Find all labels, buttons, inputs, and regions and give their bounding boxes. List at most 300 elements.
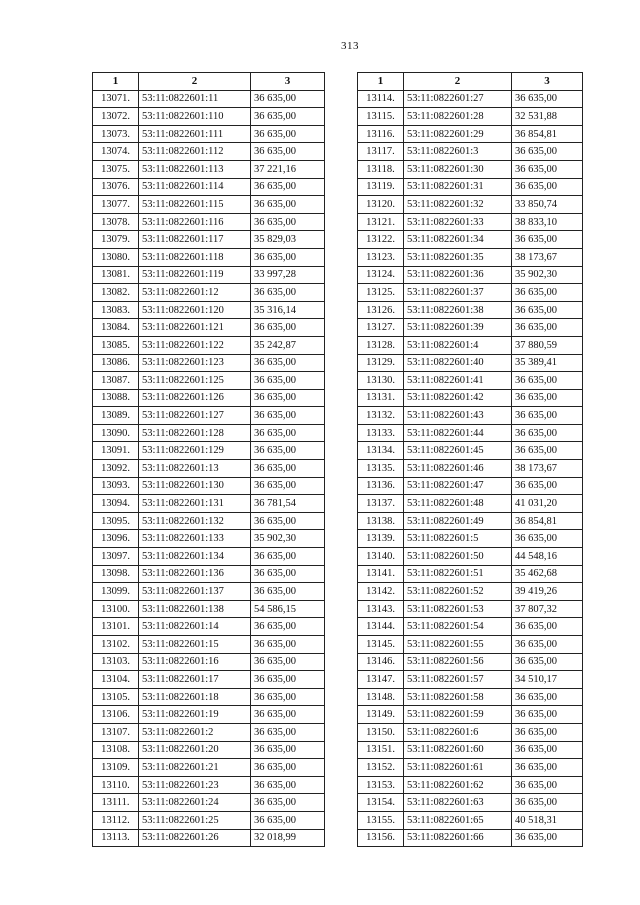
cadastral-number: 53:11:0822601:48 — [404, 495, 512, 513]
row-index: 13154. — [358, 794, 404, 812]
cadastral-value: 36 635,00 — [512, 319, 583, 337]
cadastral-value: 35 902,30 — [251, 530, 325, 548]
cadastral-value: 36 635,00 — [251, 319, 325, 337]
cadastral-number: 53:11:0822601:63 — [404, 794, 512, 812]
row-index: 13142. — [358, 583, 404, 601]
table-row — [93, 618, 325, 636]
cadastral-value: 35 242,87 — [251, 336, 325, 354]
cadastral-number: 53:11:0822601:57 — [404, 671, 512, 689]
cadastral-value: 36 635,00 — [512, 372, 583, 390]
table-row — [93, 231, 325, 249]
cadastral-number: 53:11:0822601:33 — [404, 213, 512, 231]
cadastral-value: 36 781,54 — [251, 495, 325, 513]
row-index: 13137. — [358, 495, 404, 513]
cadastral-value: 54 586,15 — [251, 600, 325, 618]
table-row — [358, 776, 583, 794]
column-header-value: 3 — [251, 73, 325, 91]
cadastral-number: 53:11:0822601:45 — [404, 442, 512, 460]
cadastral-number: 53:11:0822601:123 — [139, 354, 251, 372]
row-index: 13112. — [93, 811, 139, 829]
row-index: 13121. — [358, 213, 404, 231]
cadastral-value: 40 518,31 — [512, 811, 583, 829]
row-index: 13108. — [93, 741, 139, 759]
cadastral-number: 53:11:0822601:39 — [404, 319, 512, 337]
cadastral-value: 36 635,00 — [512, 706, 583, 724]
row-index: 13085. — [93, 336, 139, 354]
cadastral-number: 53:11:0822601:35 — [404, 248, 512, 266]
cadastral-value: 36 635,00 — [512, 618, 583, 636]
cadastral-value: 36 635,00 — [512, 178, 583, 196]
cadastral-number: 53:11:0822601:50 — [404, 548, 512, 566]
row-index: 13099. — [93, 583, 139, 601]
cadastral-value: 36 635,00 — [512, 723, 583, 741]
row-index: 13128. — [358, 336, 404, 354]
row-index: 13134. — [358, 442, 404, 460]
table-row — [358, 231, 583, 249]
table-row — [358, 706, 583, 724]
table-row — [358, 125, 583, 143]
table-row — [93, 90, 325, 108]
table-row — [358, 354, 583, 372]
cadastral-number: 53:11:0822601:20 — [139, 741, 251, 759]
row-index: 13138. — [358, 512, 404, 530]
cadastral-value: 36 635,00 — [251, 178, 325, 196]
cadastral-value: 36 635,00 — [512, 389, 583, 407]
cadastral-value: 36 635,00 — [251, 90, 325, 108]
table-row — [358, 248, 583, 266]
cadastral-value: 36 635,00 — [512, 759, 583, 777]
table-row — [358, 372, 583, 390]
cadastral-value: 36 635,00 — [251, 759, 325, 777]
cadastral-value: 36 635,00 — [512, 160, 583, 178]
table-row — [93, 143, 325, 161]
cadastral-number: 53:11:0822601:125 — [139, 372, 251, 390]
cadastral-number: 53:11:0822601:113 — [139, 160, 251, 178]
cadastral-value: 36 635,00 — [251, 213, 325, 231]
row-index: 13095. — [93, 512, 139, 530]
table-row — [93, 424, 325, 442]
row-index: 13139. — [358, 530, 404, 548]
table-row — [93, 548, 325, 566]
cadastral-number: 53:11:0822601:15 — [139, 636, 251, 654]
table-row — [358, 829, 583, 847]
table-row — [93, 636, 325, 654]
cadastral-number: 53:11:0822601:32 — [404, 196, 512, 214]
row-index: 13097. — [93, 548, 139, 566]
cadastral-number: 53:11:0822601:134 — [139, 548, 251, 566]
cadastral-value: 36 635,00 — [512, 143, 583, 161]
cadastral-value: 36 635,00 — [251, 583, 325, 601]
table-row — [358, 213, 583, 231]
cadastral-number: 53:11:0822601:117 — [139, 231, 251, 249]
table-row — [93, 671, 325, 689]
cadastral-number: 53:11:0822601:13 — [139, 460, 251, 478]
cadastral-number: 53:11:0822601:24 — [139, 794, 251, 812]
table-row — [93, 600, 325, 618]
row-index: 13110. — [93, 776, 139, 794]
cadastral-value: 35 316,14 — [251, 301, 325, 319]
table-row — [358, 284, 583, 302]
cadastral-value: 36 635,00 — [251, 653, 325, 671]
table-row — [93, 688, 325, 706]
cadastral-number: 53:11:0822601:52 — [404, 583, 512, 601]
cadastral-number: 53:11:0822601:136 — [139, 565, 251, 583]
row-index: 13125. — [358, 284, 404, 302]
cadastral-table-right — [357, 72, 583, 847]
cadastral-value: 36 854,81 — [512, 512, 583, 530]
cadastral-value: 36 635,00 — [251, 372, 325, 390]
cadastral-number: 53:11:0822601:30 — [404, 160, 512, 178]
row-index: 13084. — [93, 319, 139, 337]
row-index: 13132. — [358, 407, 404, 425]
table-row — [93, 319, 325, 337]
cadastral-value: 36 635,00 — [512, 301, 583, 319]
row-index: 13082. — [93, 284, 139, 302]
cadastral-value: 36 635,00 — [512, 90, 583, 108]
row-index: 13072. — [93, 108, 139, 126]
cadastral-number: 53:11:0822601:17 — [139, 671, 251, 689]
cadastral-value: 44 548,16 — [512, 548, 583, 566]
table-row — [93, 196, 325, 214]
table-row — [93, 266, 325, 284]
row-index: 13156. — [358, 829, 404, 847]
row-index: 13120. — [358, 196, 404, 214]
row-index: 13126. — [358, 301, 404, 319]
cadastral-value: 36 635,00 — [251, 196, 325, 214]
cadastral-number: 53:11:0822601:12 — [139, 284, 251, 302]
cadastral-number: 53:11:0822601:128 — [139, 424, 251, 442]
cadastral-value: 38 833,10 — [512, 213, 583, 231]
table-row — [93, 477, 325, 495]
table-row — [93, 512, 325, 530]
cadastral-value: 36 635,00 — [512, 741, 583, 759]
cadastral-value: 36 635,00 — [512, 442, 583, 460]
cadastral-number: 53:11:0822601:18 — [139, 688, 251, 706]
row-index: 13148. — [358, 688, 404, 706]
cadastral-number: 53:11:0822601:56 — [404, 653, 512, 671]
table-row — [358, 301, 583, 319]
table-row — [93, 372, 325, 390]
cadastral-number: 53:11:0822601:62 — [404, 776, 512, 794]
row-index: 13133. — [358, 424, 404, 442]
row-index: 13117. — [358, 143, 404, 161]
table-row — [93, 530, 325, 548]
row-index: 13092. — [93, 460, 139, 478]
row-index: 13109. — [93, 759, 139, 777]
row-index: 13141. — [358, 565, 404, 583]
row-index: 13075. — [93, 160, 139, 178]
cadastral-number: 53:11:0822601:133 — [139, 530, 251, 548]
table-row — [93, 125, 325, 143]
cadastral-number: 53:11:0822601:66 — [404, 829, 512, 847]
cadastral-value: 36 635,00 — [251, 442, 325, 460]
row-index: 13088. — [93, 389, 139, 407]
cadastral-value: 35 462,68 — [512, 565, 583, 583]
table-row — [93, 442, 325, 460]
row-index: 13090. — [93, 424, 139, 442]
cadastral-number: 53:11:0822601:40 — [404, 354, 512, 372]
cadastral-value: 36 635,00 — [512, 794, 583, 812]
row-index: 13151. — [358, 741, 404, 759]
row-index: 13135. — [358, 460, 404, 478]
column-header-cadastral-number: 2 — [404, 73, 512, 91]
table-row — [358, 811, 583, 829]
table-row — [358, 548, 583, 566]
row-index: 13073. — [93, 125, 139, 143]
cadastral-value: 37 807,32 — [512, 600, 583, 618]
table-row — [93, 794, 325, 812]
table-row — [93, 811, 325, 829]
table-row — [358, 266, 583, 284]
table-row — [358, 688, 583, 706]
cadastral-value: 36 635,00 — [251, 284, 325, 302]
row-index: 13078. — [93, 213, 139, 231]
cadastral-number: 53:11:0822601:11 — [139, 90, 251, 108]
table-row — [358, 108, 583, 126]
cadastral-number: 53:11:0822601:6 — [404, 723, 512, 741]
row-index: 13147. — [358, 671, 404, 689]
cadastral-value: 36 635,00 — [512, 407, 583, 425]
cadastral-number: 53:11:0822601:38 — [404, 301, 512, 319]
cadastral-value: 36 635,00 — [251, 565, 325, 583]
cadastral-value: 36 635,00 — [251, 424, 325, 442]
row-index: 13150. — [358, 723, 404, 741]
cadastral-number: 53:11:0822601:115 — [139, 196, 251, 214]
cadastral-number: 53:11:0822601:19 — [139, 706, 251, 724]
row-index: 13107. — [93, 723, 139, 741]
cadastral-value: 36 635,00 — [512, 530, 583, 548]
row-index: 13149. — [358, 706, 404, 724]
cadastral-value: 36 635,00 — [251, 741, 325, 759]
cadastral-value: 36 635,00 — [512, 653, 583, 671]
cadastral-number: 53:11:0822601:43 — [404, 407, 512, 425]
cadastral-number: 53:11:0822601:27 — [404, 90, 512, 108]
row-index: 13129. — [358, 354, 404, 372]
cadastral-value: 36 635,00 — [251, 389, 325, 407]
table-row — [358, 336, 583, 354]
cadastral-number: 53:11:0822601:132 — [139, 512, 251, 530]
cadastral-value: 34 510,17 — [512, 671, 583, 689]
cadastral-value: 32 531,88 — [512, 108, 583, 126]
cadastral-value: 36 635,00 — [512, 776, 583, 794]
row-index: 13153. — [358, 776, 404, 794]
table-row — [93, 389, 325, 407]
cadastral-value: 33 997,28 — [251, 266, 325, 284]
cadastral-value: 36 635,00 — [251, 688, 325, 706]
table-row — [93, 653, 325, 671]
cadastral-number: 53:11:0822601:127 — [139, 407, 251, 425]
table-row — [358, 618, 583, 636]
cadastral-value: 36 635,00 — [251, 723, 325, 741]
row-index: 13152. — [358, 759, 404, 777]
cadastral-number: 53:11:0822601:31 — [404, 178, 512, 196]
row-index: 13083. — [93, 301, 139, 319]
cadastral-number: 53:11:0822601:51 — [404, 565, 512, 583]
row-index: 13080. — [93, 248, 139, 266]
table-row — [93, 460, 325, 478]
cadastral-number: 53:11:0822601:16 — [139, 653, 251, 671]
table-row — [358, 90, 583, 108]
row-index: 13081. — [93, 266, 139, 284]
cadastral-value: 37 221,16 — [251, 160, 325, 178]
cadastral-value: 36 635,00 — [251, 794, 325, 812]
cadastral-value: 36 635,00 — [512, 284, 583, 302]
cadastral-number: 53:11:0822601:25 — [139, 811, 251, 829]
row-index: 13077. — [93, 196, 139, 214]
table-row — [358, 723, 583, 741]
table-row — [358, 442, 583, 460]
table-row — [93, 301, 325, 319]
cadastral-number: 53:11:0822601:118 — [139, 248, 251, 266]
row-index: 13105. — [93, 688, 139, 706]
cadastral-value: 36 635,00 — [251, 108, 325, 126]
row-index: 13119. — [358, 178, 404, 196]
row-index: 13127. — [358, 319, 404, 337]
cadastral-number: 53:11:0822601:42 — [404, 389, 512, 407]
cadastral-value: 33 850,74 — [512, 196, 583, 214]
table-row — [358, 495, 583, 513]
cadastral-number: 53:11:0822601:116 — [139, 213, 251, 231]
cadastral-value: 36 635,00 — [251, 460, 325, 478]
row-index: 13144. — [358, 618, 404, 636]
row-index: 13116. — [358, 125, 404, 143]
cadastral-value: 36 635,00 — [251, 143, 325, 161]
table-row — [93, 284, 325, 302]
table-row — [93, 583, 325, 601]
column-header-index: 1 — [358, 73, 404, 91]
row-index: 13076. — [93, 178, 139, 196]
row-index: 13115. — [358, 108, 404, 126]
table-row — [358, 178, 583, 196]
row-index: 13087. — [93, 372, 139, 390]
cadastral-number: 53:11:0822601:119 — [139, 266, 251, 284]
cadastral-number: 53:11:0822601:65 — [404, 811, 512, 829]
row-index: 13111. — [93, 794, 139, 812]
row-index: 13093. — [93, 477, 139, 495]
table-row — [93, 407, 325, 425]
cadastral-number: 53:11:0822601:41 — [404, 372, 512, 390]
cadastral-number: 53:11:0822601:138 — [139, 600, 251, 618]
table-row — [358, 530, 583, 548]
table-row — [93, 336, 325, 354]
column-header-value: 3 — [512, 73, 583, 91]
cadastral-value: 36 635,00 — [251, 125, 325, 143]
row-index: 13071. — [93, 90, 139, 108]
table-row — [358, 424, 583, 442]
table-row — [358, 460, 583, 478]
row-index: 13102. — [93, 636, 139, 654]
row-index: 13100. — [93, 600, 139, 618]
table-row — [93, 495, 325, 513]
cadastral-value: 35 902,30 — [512, 266, 583, 284]
cadastral-value: 36 635,00 — [251, 407, 325, 425]
table-row — [358, 143, 583, 161]
row-index: 13130. — [358, 372, 404, 390]
cadastral-number: 53:11:0822601:36 — [404, 266, 512, 284]
row-index: 13096. — [93, 530, 139, 548]
row-index: 13140. — [358, 548, 404, 566]
cadastral-value: 41 031,20 — [512, 495, 583, 513]
cadastral-number: 53:11:0822601:54 — [404, 618, 512, 636]
row-index: 13124. — [358, 266, 404, 284]
table-row — [358, 741, 583, 759]
cadastral-number: 53:11:0822601:2 — [139, 723, 251, 741]
cadastral-value: 36 635,00 — [512, 424, 583, 442]
cadastral-value: 35 389,41 — [512, 354, 583, 372]
cadastral-value: 36 635,00 — [251, 776, 325, 794]
table-row — [93, 248, 325, 266]
cadastral-number: 53:11:0822601:37 — [404, 284, 512, 302]
cadastral-number: 53:11:0822601:130 — [139, 477, 251, 495]
table-row — [93, 565, 325, 583]
table-row — [93, 759, 325, 777]
cadastral-number: 53:11:0822601:111 — [139, 125, 251, 143]
cadastral-value: 36 635,00 — [512, 477, 583, 495]
cadastral-value: 36 635,00 — [251, 636, 325, 654]
column-header-cadastral-number: 2 — [139, 73, 251, 91]
row-index: 13103. — [93, 653, 139, 671]
cadastral-table-left — [92, 72, 325, 847]
cadastral-value: 36 635,00 — [512, 688, 583, 706]
table-row — [358, 565, 583, 583]
row-index: 13113. — [93, 829, 139, 847]
table-row — [358, 583, 583, 601]
cadastral-number: 53:11:0822601:34 — [404, 231, 512, 249]
table-row — [358, 671, 583, 689]
cadastral-value: 36 635,00 — [251, 548, 325, 566]
table-row — [358, 759, 583, 777]
table-row — [93, 723, 325, 741]
cadastral-number: 53:11:0822601:4 — [404, 336, 512, 354]
cadastral-number: 53:11:0822601:61 — [404, 759, 512, 777]
row-index: 13123. — [358, 248, 404, 266]
row-index: 13146. — [358, 653, 404, 671]
cadastral-value: 36 635,00 — [251, 706, 325, 724]
row-index: 13101. — [93, 618, 139, 636]
row-index: 13104. — [93, 671, 139, 689]
cadastral-number: 53:11:0822601:122 — [139, 336, 251, 354]
cadastral-value: 36 635,00 — [251, 248, 325, 266]
row-index: 13106. — [93, 706, 139, 724]
cadastral-value: 38 173,67 — [512, 460, 583, 478]
table-row — [358, 160, 583, 178]
cadastral-value: 36 635,00 — [512, 231, 583, 249]
table-row — [93, 213, 325, 231]
cadastral-number: 53:11:0822601:137 — [139, 583, 251, 601]
table-row — [358, 653, 583, 671]
cadastral-number: 53:11:0822601:21 — [139, 759, 251, 777]
cadastral-number: 53:11:0822601:3 — [404, 143, 512, 161]
cadastral-number: 53:11:0822601:44 — [404, 424, 512, 442]
table-row — [358, 636, 583, 654]
cadastral-number: 53:11:0822601:110 — [139, 108, 251, 126]
cadastral-value: 36 635,00 — [251, 354, 325, 372]
cadastral-number: 53:11:0822601:49 — [404, 512, 512, 530]
row-index: 13094. — [93, 495, 139, 513]
table-row — [358, 196, 583, 214]
row-index: 13114. — [358, 90, 404, 108]
row-index: 13143. — [358, 600, 404, 618]
cadastral-number: 53:11:0822601:5 — [404, 530, 512, 548]
cadastral-value: 36 635,00 — [251, 477, 325, 495]
cadastral-number: 53:11:0822601:112 — [139, 143, 251, 161]
cadastral-number: 53:11:0822601:131 — [139, 495, 251, 513]
cadastral-number: 53:11:0822601:28 — [404, 108, 512, 126]
table-row — [93, 776, 325, 794]
row-index: 13086. — [93, 354, 139, 372]
cadastral-number: 53:11:0822601:23 — [139, 776, 251, 794]
table-row — [93, 108, 325, 126]
